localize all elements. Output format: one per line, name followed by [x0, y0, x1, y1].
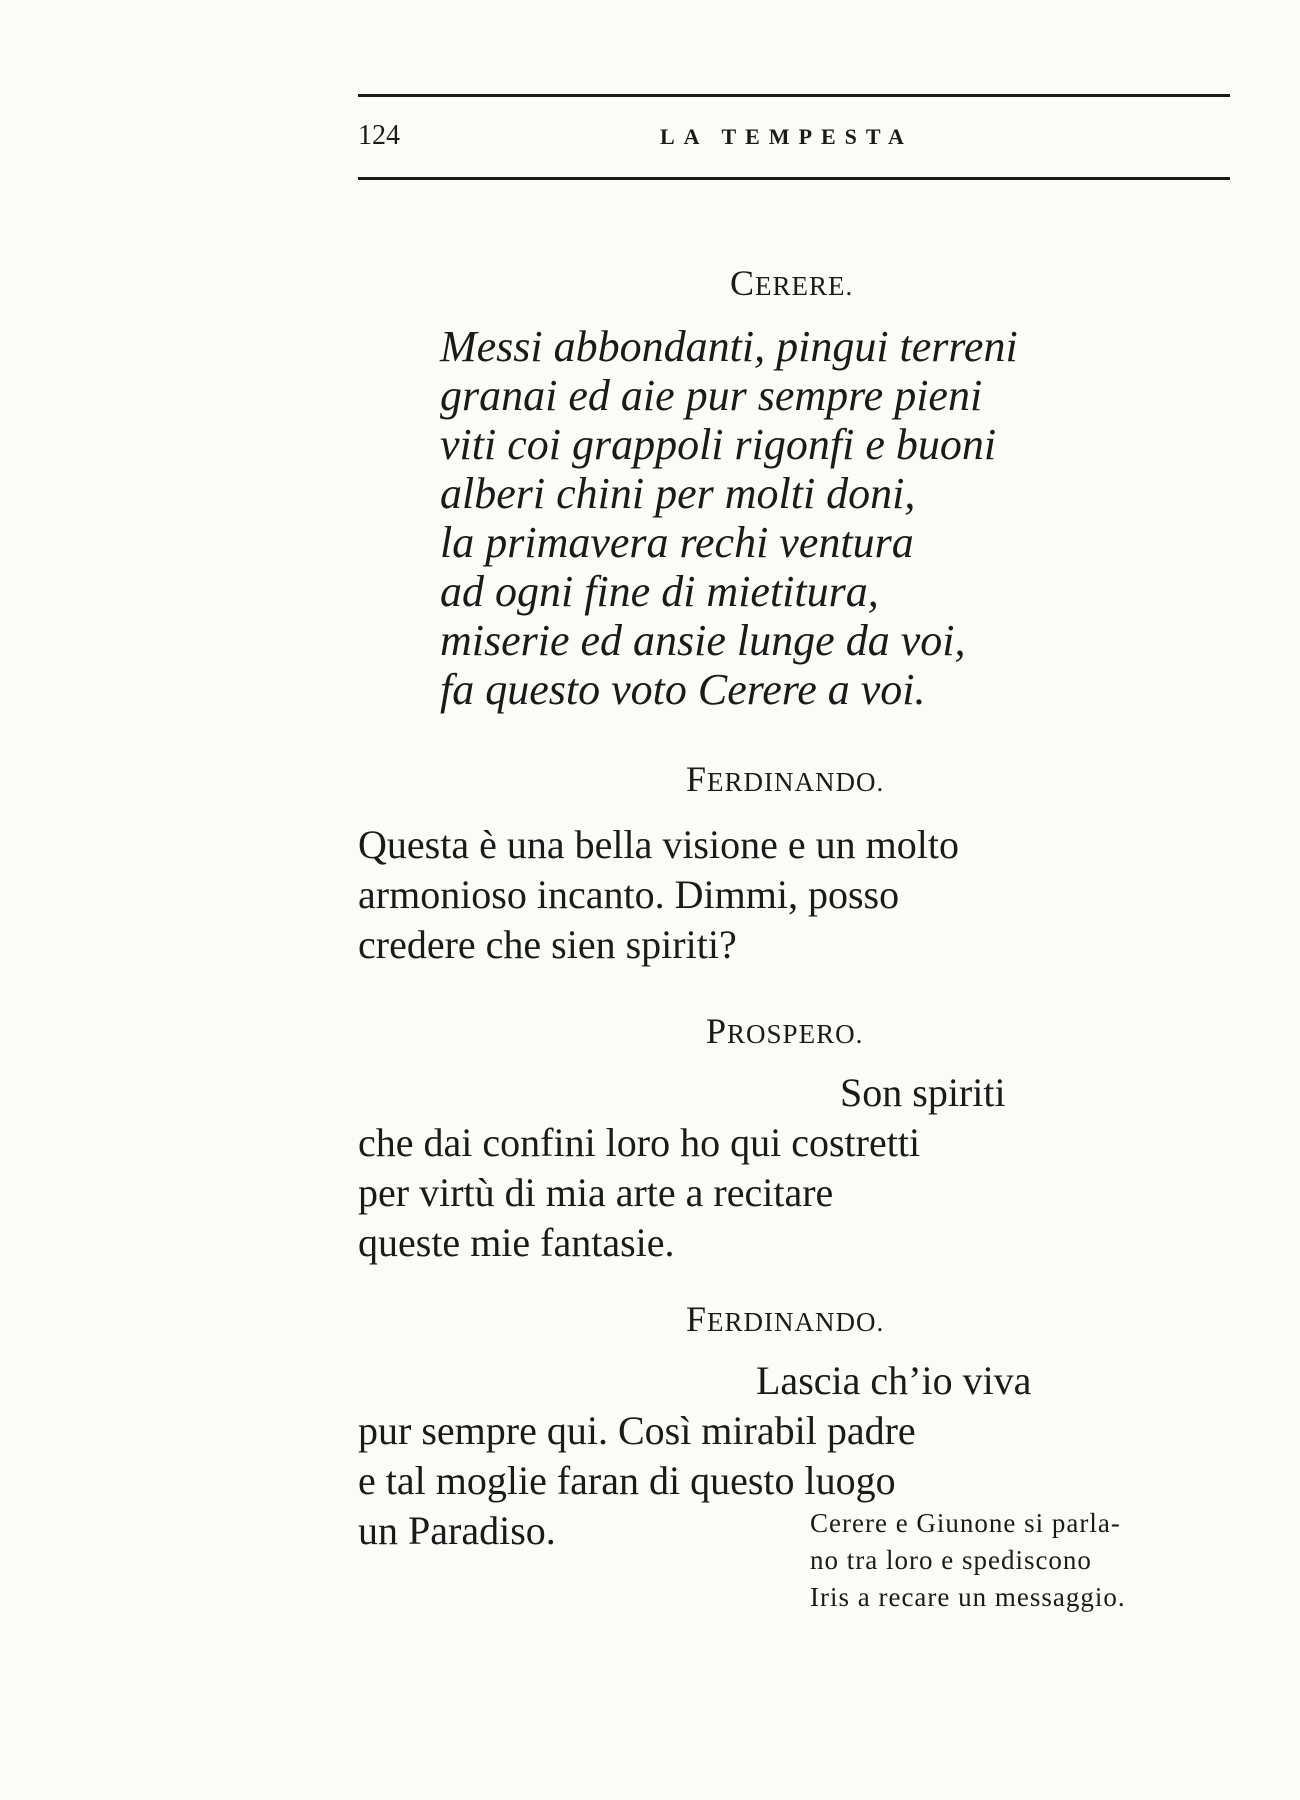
- verse-line: granai ed aie pur sempre pieni: [440, 371, 983, 420]
- verse-line: ad ogni fine di mietitura,: [440, 567, 879, 616]
- speaker-rest: ERERE.: [755, 271, 854, 301]
- prose-line: credere che sien spiriti?: [358, 922, 737, 967]
- speaker-prospero: [706, 1010, 863, 1052]
- prose-line: Questa è una bella visione e un molto: [358, 822, 959, 867]
- speaker-initial: F: [686, 759, 708, 799]
- header-rule-bottom: [358, 177, 1230, 180]
- prospero-speech: [358, 1068, 1006, 1268]
- verse-line: la primavera rechi ventura: [440, 518, 914, 567]
- verse-line: viti coi grappoli rigonfi e buoni: [440, 420, 997, 469]
- verse-line: Messi abbondanti, pingui terreni: [440, 322, 1018, 371]
- speaker-rest: ERDINANDO.: [707, 767, 885, 797]
- prose-line: Lascia ch’io viva: [756, 1358, 1032, 1403]
- stage-line: Iris a recare un messaggio.: [810, 1582, 1126, 1612]
- running-title: LA TEMPESTA: [660, 124, 913, 149]
- stage-direction: [810, 1505, 1126, 1616]
- cerere-verse: [440, 322, 1018, 714]
- verse-line: alberi chini per molti doni,: [440, 469, 916, 518]
- prose-line: un Paradiso.: [358, 1508, 556, 1553]
- stage-line: no tra loro e spediscono: [810, 1545, 1092, 1575]
- stage-line: Cerere e Giunone si parla-: [810, 1508, 1121, 1538]
- verse-line: miserie ed ansie lunge da voi,: [440, 616, 966, 665]
- prose-line: e tal moglie faran di questo luogo: [358, 1458, 896, 1503]
- prose-line: pur sempre qui. Così mirabil padre: [358, 1408, 916, 1453]
- speaker-cerere: [730, 262, 853, 304]
- prose-line: che dai confini loro ho qui costretti: [358, 1120, 921, 1165]
- ferdinando-speech-1: [358, 820, 959, 970]
- speaker-ferdinando-2: [686, 1298, 884, 1340]
- speaker-initial: C: [730, 263, 756, 303]
- verse-line: fa questo voto Cerere a voi.: [440, 665, 926, 714]
- page-number: 124: [358, 120, 400, 151]
- speaker-rest: ERDINANDO.: [707, 1307, 885, 1337]
- prose-line: armonioso incanto. Dimmi, posso: [358, 872, 900, 917]
- prose-line: Son spiriti: [840, 1070, 1006, 1115]
- prose-line: per virtù di mia arte a recitare: [358, 1170, 834, 1215]
- speaker-initial: P: [706, 1011, 728, 1051]
- speaker-ferdinando-1: [686, 758, 884, 800]
- speaker-rest: ROSPERO.: [727, 1019, 864, 1049]
- prose-line: queste mie fantasie.: [358, 1220, 675, 1265]
- speaker-initial: F: [686, 1299, 708, 1339]
- header-rule-top: [358, 94, 1230, 97]
